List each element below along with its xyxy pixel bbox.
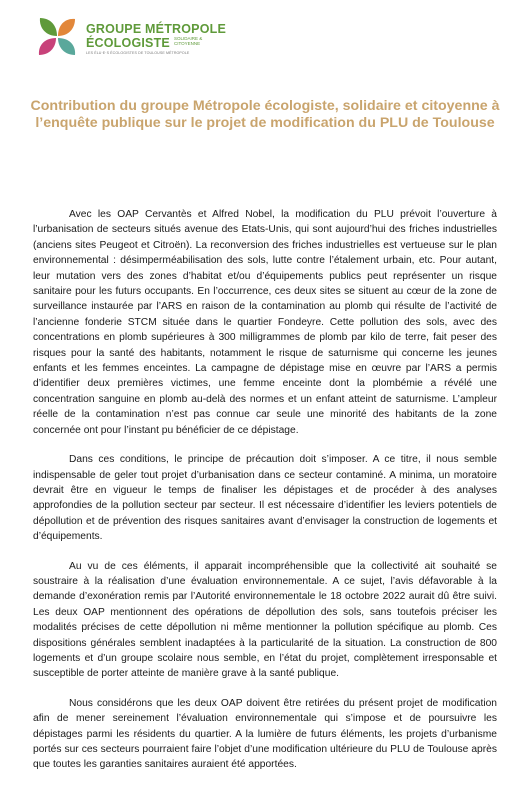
paragraph-2: Dans ces conditions, le principe de précaution doit s’imposer. A ce titre, il nous semble indispensable de geler tout projet d’urbanisation dans ce secteur contaminé. A minima, un moratoire devrait être en vigueur le temps de finaliser les dépistages et de procéder à des analyses approfondies de la pollution secteur par secteur. Il est nécessaire d’identifier les leviers potentiels de dépollution et de prévention des risques sanitaires avant d’envisager la construction de logements et d’équipements. xyxy=(33,454,497,543)
document-body xyxy=(33,207,497,787)
logo-title-line2: ÉCOLOGISTE xyxy=(86,36,170,50)
logo-tagline: SOLIDAIRE & CITOYENNE xyxy=(174,36,203,46)
group-logo xyxy=(34,14,234,64)
paragraph-1: Avec les OAP Cervantès et Alfred Nobel, la modification du PLU prévoit l’ouverture à l’urbanisation de secteurs situés avenue des Etats-Unis, qui sont aujourd’hui des friches industrielles (anciens sites Peugeot et Citroën). La reconversion des friches industrielles est vertueuse sur le plan environnemental : désimperméabilisation des sols, lutte contre l’étalement urbain, etc. Pour autant, leur mutation vers des zones d’habitat et/ou d’équipements publics peut représenter un risque sanitaire pour les futurs occupants. En l’occurrence, ces deux sites se situent au cœur de la zone de surveillance instaurée par l’ARS en raison de la contamination au plomb qui résulte de l’activité de l’ancienne fonderie STCM située dans le quartier Fondeyre. Cette pollution des sols, avec des concentrations en plomb supérieures à 300 milligrammes de plomb par kilo de terre, fait peser des risques pour la santé des habitants, notamment le risque de saturnisme qui concerne les jeunes enfants et les femmes enceintes. La campagne de dépistage mise en œuvre par l’ARS a permis d’identifier deux premières victimes, une femme enceinte dont la plombémie a révélé une concentration sanguine en plomb au-delà des normes et un enfant atteint de saturnisme. L’ampleur réelle de la contamination n’est pas connue car seule une minorité des habitants de la zone concernée ont pour l’instant pu bénéficier de ce dépistage. xyxy=(33,209,497,436)
document-title: Contribution du groupe Métropole écologiste, solidaire et citoyenne à l’enquête publique sur le projet de modification du PLU de Toulouse xyxy=(30,98,500,131)
leaf-logo-icon xyxy=(34,14,80,60)
logo-subline: LES ÉLU·E·S ÉCOLOGISTES DE TOULOUSE MÉTROPOLE xyxy=(86,51,190,55)
paragraph-3: Au vu de ces éléments, il apparait incompréhensible que la collectivité ait souhaité se soustraire à la réalisation d’une évaluation environnementale. A ce sujet, l’avis défavorable à la demande d’exonération remis par l’Autorité environnementale le 18 octobre 2022 aurait dû être suivi. Les deux OAP mentionnent des opérations de dépollution des sols, sans toutefois préciser les modalités précises de cette dépollution ni même mentionner la pollution spécifique au plomb. Ces dispositions générales semblent inadaptées à la particularité de la situation. La construction de 800 logements et d’un groupe scolaire nous semble, en l’état du projet, complètement irresponsable et susceptible de porter atteinte de manière grave à la santé publique. xyxy=(33,560,497,680)
logo-title-line1: GROUPE MÉTROPOLE xyxy=(86,22,227,36)
paragraph-4: Nous considérons que les deux OAP doivent être retirées du présent projet de modification afin de mener sereinement l’évaluation environnementale qui s’impose et de poursuivre les dépistages parmi les résidents du quartier. A la lumière de futurs éléments, les projets d’urbanisme portés sur ces secteurs pourraient faire l’objet d’une modification ultérieure du PLU de Toulouse après que toutes les garanties sanitaires auraient été apportées. xyxy=(33,697,497,771)
